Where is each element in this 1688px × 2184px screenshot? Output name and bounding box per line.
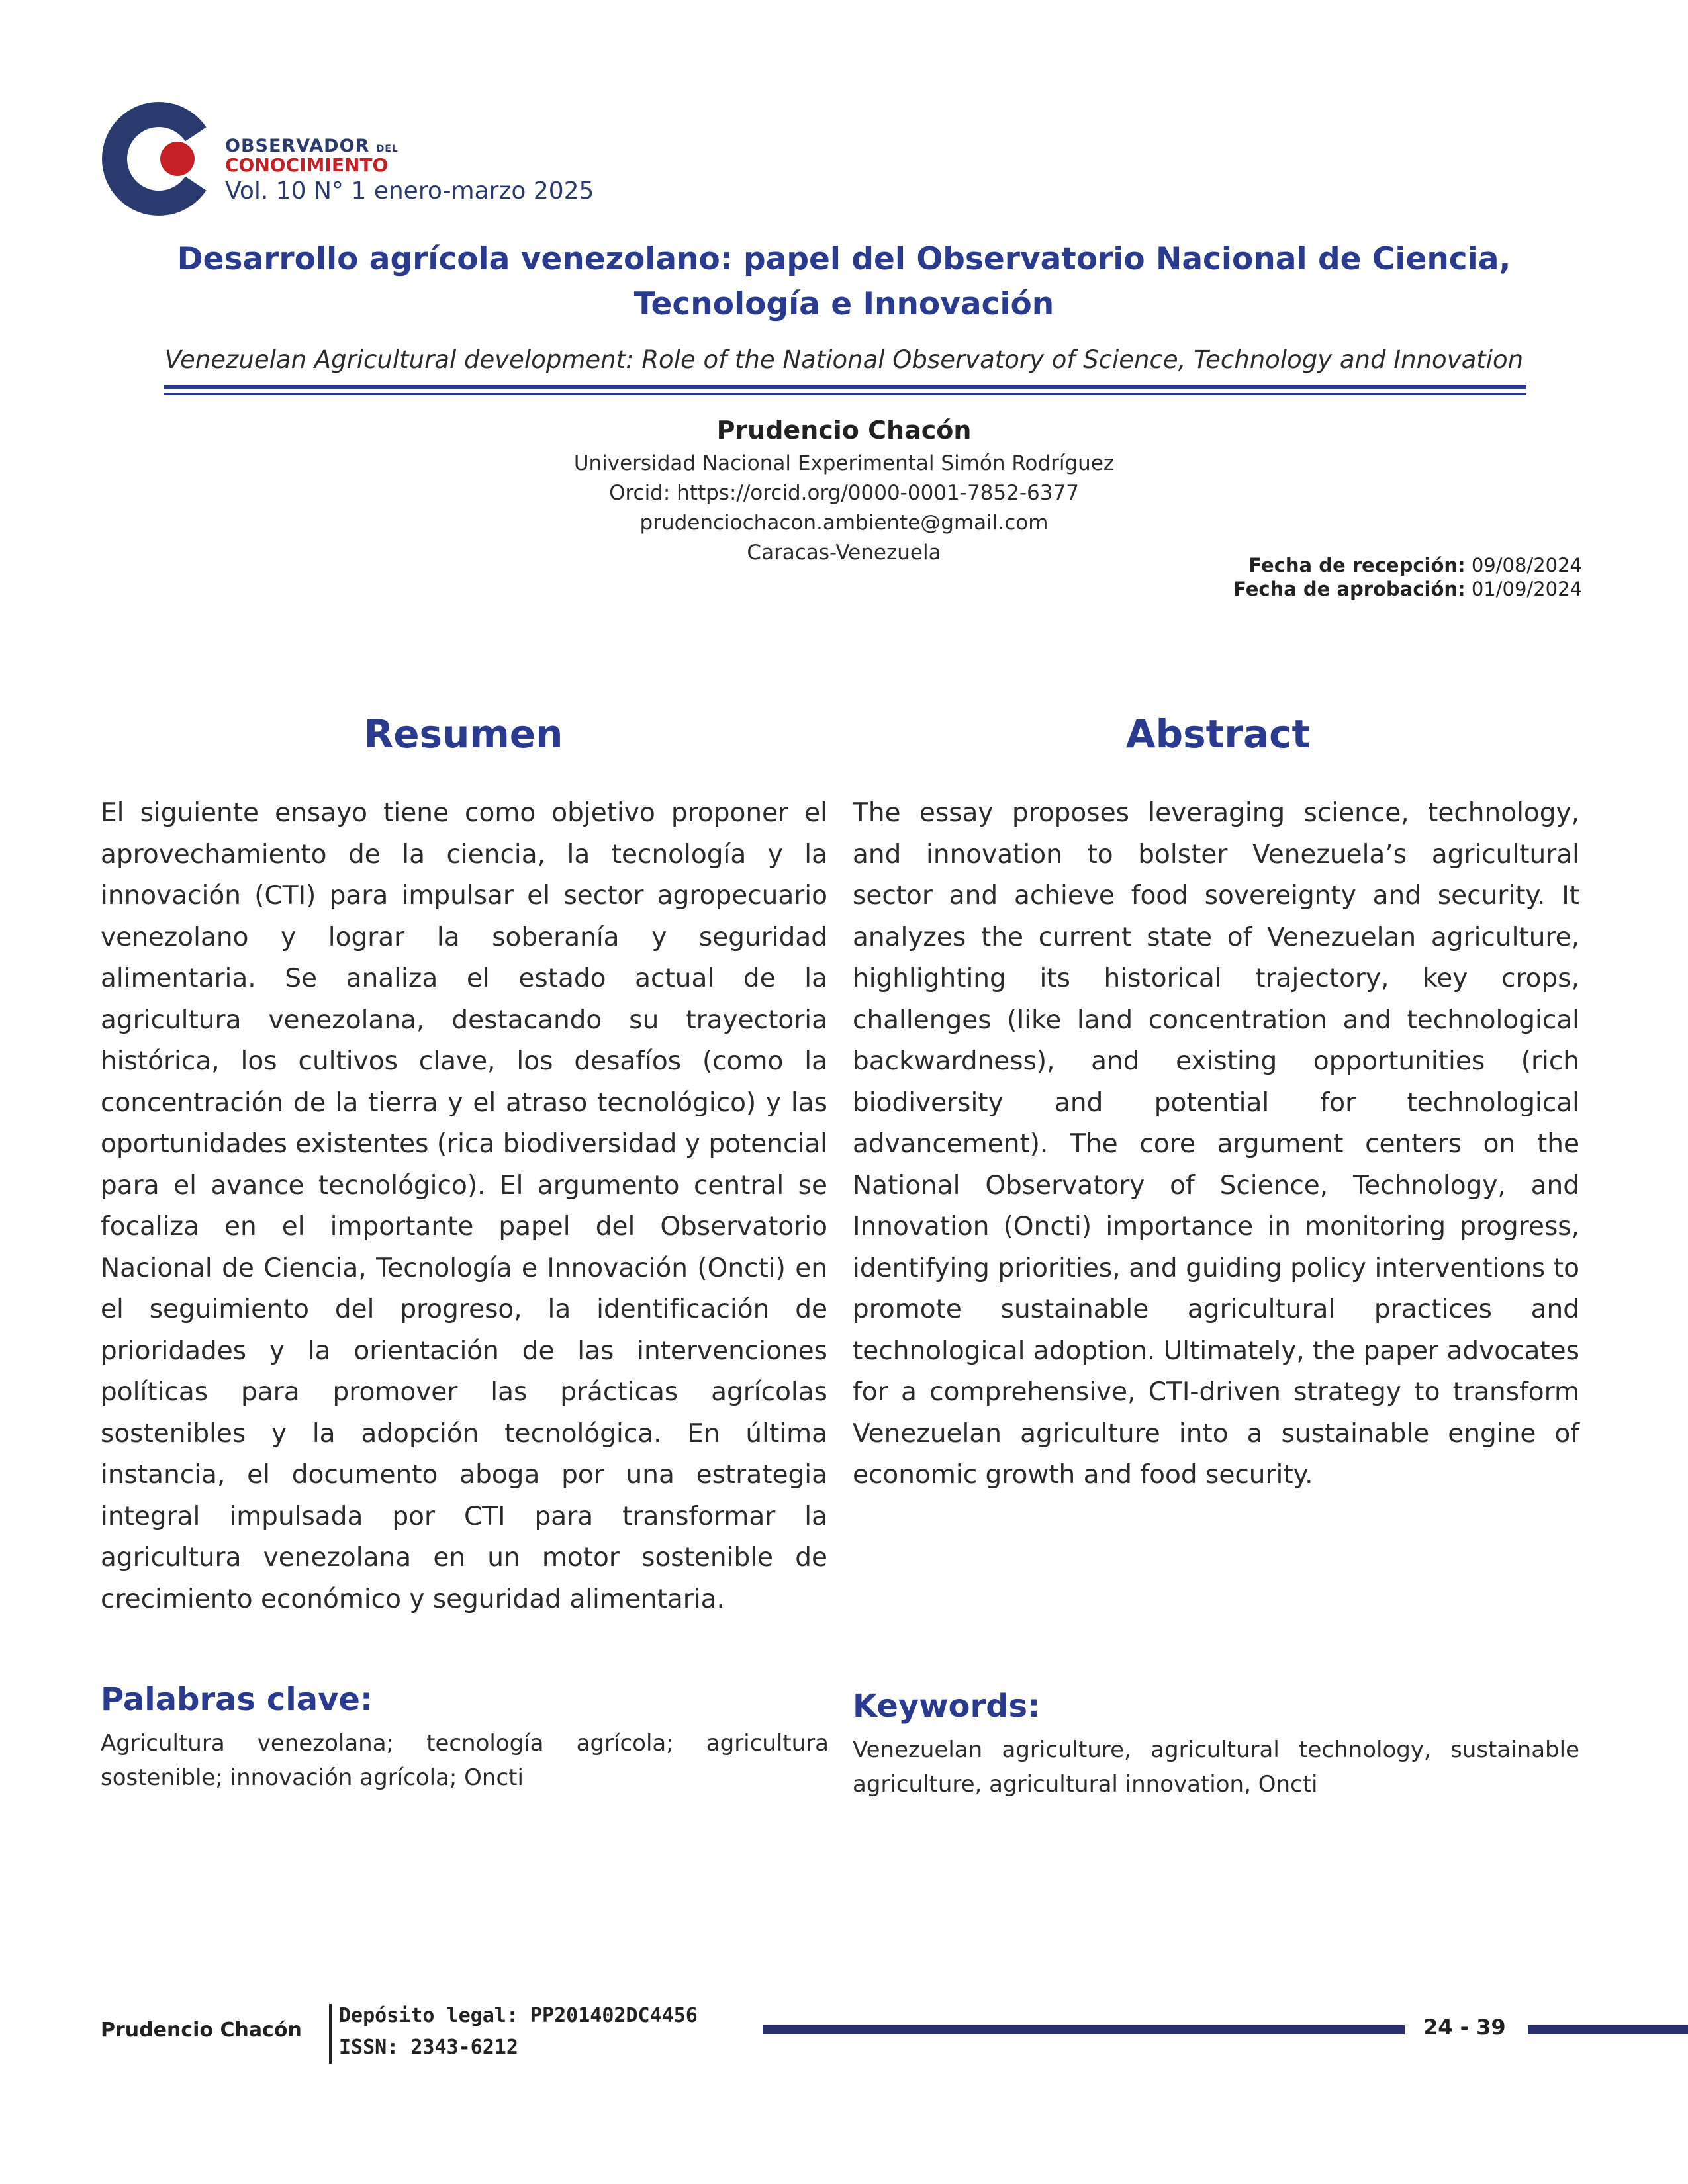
footer-issn: ISSN: 2343-6212 — [339, 2036, 518, 2059]
volume-info: Vol. 10 N° 1 enero-marzo 2025 — [225, 177, 594, 205]
author-email[interactable]: prudenciochacon.ambiente@gmail.com — [639, 511, 1049, 535]
author-orcid[interactable]: Orcid: https://orcid.org/0000-0001-7852-6377 — [609, 481, 1079, 505]
article-dates — [1059, 553, 1582, 601]
title-divider — [164, 385, 1526, 389]
journal-name: OBSERVADOR DEL — [225, 136, 399, 156]
author-affiliation: Universidad Nacional Experimental Simón Rodríguez — [573, 451, 1115, 475]
footer-author: Prudencio Chacón — [101, 2019, 302, 2042]
keywords-text: Venezuelan agriculture, agricultural technology, sustainable agriculture, agricultural innovation, Oncti — [853, 1737, 1579, 1797]
received-date: Fecha de recepción: 09/08/2024 — [1248, 554, 1582, 576]
article-subtitle: Venezuelan Agricultural development: Role of the National Observatory of Science, Technology and Innovation — [164, 345, 1524, 374]
abstract-heading: Abstract — [1125, 711, 1311, 756]
article-title — [132, 237, 1556, 327]
footer-divider — [329, 2004, 332, 2064]
journal-logo-icon — [99, 99, 218, 218]
article-title-line-2: Tecnología e Innovación — [633, 286, 1055, 322]
footer-deposito-legal: Depósito legal: PP201402DC4456 — [339, 2004, 698, 2027]
author-block — [397, 412, 1291, 568]
approved-date: Fecha de aprobación: 01/09/2024 — [1233, 578, 1582, 600]
article-title-line-1: Desarrollo agrícola venezolano: papel del Observatorio Nacional de Ciencia, — [177, 241, 1511, 277]
footer-bar-right — [1528, 2025, 1688, 2034]
author-name: Prudencio Chacón — [716, 416, 972, 445]
journal-name-subtitle: CONOCIMIENTO — [225, 154, 389, 176]
palabras-clave-text: Agricultura venezolana; tecnología agrícola; agricultura sostenible; innovación agrícola; Oncti — [101, 1730, 829, 1791]
footer-bar — [763, 2025, 1405, 2034]
palabras-clave-heading: Palabras clave: — [101, 1681, 373, 1718]
resumen-heading: Resumen — [363, 711, 563, 756]
title-divider-thin — [164, 393, 1526, 395]
resumen-text: El siguiente ensayo tiene como objetivo proponer el aprovechamiento de la ciencia, la tecnología y la innovación (CTI) para impulsar el sector agropecuario venezolano y lograr la soberanía y seguridad alimentaria. Se analiza el estado actual de la agricultura venezolana, destacando su trayectoria histórica, los cultivos clave, los desafíos (como la concentración de la tierra y el atraso tecnológico) y las oportunidades existentes (rica biodiversidad y potencial para el avance tecnológico). El argumento central se focaliza en el importante papel del Observatorio Nacional de Ciencia, Tecnología e Innovación (Oncti) en el seguimiento del progreso, la identificación de prioridades y la orientación de las intervenciones políticas para promover las prácticas agrícolas sostenibles y la adopción tecnológica. En última instancia, el documento aboga por una estrategia integral impulsada por CTI para transformar la agricultura venezolana en un motor sostenible de crecimiento económico y seguridad alimentaria. — [101, 798, 827, 1614]
keywords-heading: Keywords: — [853, 1688, 1041, 1725]
author-location: Caracas-Venezuela — [747, 541, 941, 565]
abstract-text: The essay proposes leveraging science, technology, and innovation to bolster Venezuela’s agricultural sector and achieve food sovereignty and security. It analyzes the current state of Venezuelan agriculture, highlighting its historical trajectory, key crops, challenges (like land concentration and technological backwardness), and existing opportunities (rich biodiversity and potential for technological advancement). The core argument centers on the National Observatory of Science, Technology, and Innovation (Oncti) importance in monitoring progress, identifying priorities, and guiding policy interventions to promote sustainable agricultural practices and technological adoption. Ultimately, the paper advocates for a comprehensive, CTI-driven strategy to transform Venezuelan agriculture into a sustainable engine of economic growth and food security. — [853, 798, 1579, 1490]
footer-page-range: 24 - 39 — [1423, 2015, 1506, 2040]
